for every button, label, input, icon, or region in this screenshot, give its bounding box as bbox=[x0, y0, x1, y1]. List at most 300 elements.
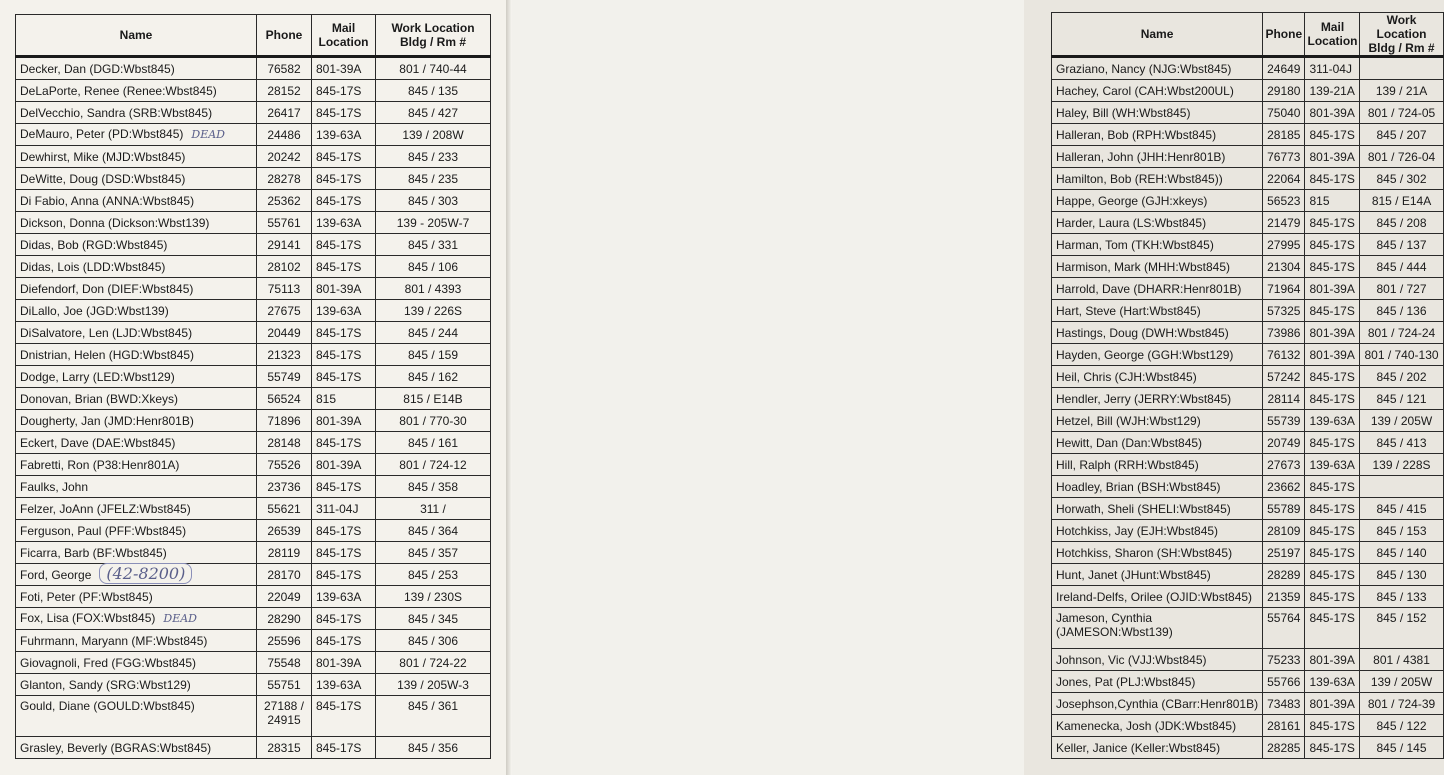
mail-location-cell-text: 845-17S bbox=[316, 523, 362, 538]
mail-location-cell-text: 845-17S bbox=[316, 699, 362, 713]
table-row bbox=[1052, 520, 1444, 542]
table-row bbox=[16, 432, 491, 454]
mail-location-cell bbox=[1305, 542, 1360, 564]
name-cell-text: Jameson, Cynthia (JAMESON:Wbst139) bbox=[1056, 611, 1173, 639]
table-row bbox=[1052, 454, 1444, 476]
name-cell bbox=[1052, 410, 1263, 432]
mail-location-cell-text: 311-04J bbox=[316, 501, 359, 516]
work-location-cell bbox=[376, 454, 491, 476]
work-location-cell-text: 801 / 726-04 bbox=[1367, 149, 1436, 164]
work-location-cell bbox=[376, 520, 491, 542]
mail-location-cell bbox=[1305, 234, 1360, 256]
mail-location-cell-text: 801-39A bbox=[316, 457, 362, 472]
mail-location-cell-text: 801-39A bbox=[1309, 149, 1355, 164]
mail-location-cell bbox=[1305, 693, 1360, 715]
name-cell-text: Hendler, Jerry (JERRY:Wbst845) bbox=[1056, 391, 1232, 406]
name-cell bbox=[16, 674, 257, 696]
work-location-cell bbox=[1360, 715, 1443, 737]
work-location-cell bbox=[376, 102, 491, 124]
mail-location-cell-text: 845-17S bbox=[316, 259, 362, 274]
work-location-cell-text: 845 / 244 bbox=[407, 325, 459, 340]
mail-location-cell bbox=[1305, 649, 1360, 671]
work-location-cell bbox=[1360, 542, 1443, 564]
name-cell bbox=[16, 234, 257, 256]
mail-location-cell-text: 845-17S bbox=[1309, 171, 1355, 186]
name-cell-text: Glanton, Sandy (SRG:Wbst129) bbox=[20, 677, 191, 692]
phone-cell bbox=[257, 80, 312, 102]
mail-location-cell bbox=[1305, 388, 1360, 410]
name-cell-text: Dougherty, Jan (JMD:Henr801B) bbox=[20, 413, 194, 428]
work-location-cell bbox=[376, 498, 491, 520]
phone-cell-text: 21359 bbox=[1267, 589, 1301, 604]
name-cell bbox=[16, 586, 257, 608]
name-cell-text: Harman, Tom (TKH:Wbst845) bbox=[1056, 237, 1214, 252]
table-row bbox=[16, 476, 491, 498]
phone-cell-text: 55766 bbox=[1267, 674, 1301, 689]
phone-cell-text: 26417 bbox=[267, 105, 301, 120]
work-location-cell bbox=[1360, 476, 1443, 498]
name-cell bbox=[1052, 454, 1263, 476]
table-row bbox=[16, 674, 491, 696]
phone-cell bbox=[257, 234, 312, 256]
header-row bbox=[16, 15, 491, 57]
name-cell bbox=[16, 564, 257, 586]
phone-cell-text: 21479 bbox=[1267, 215, 1301, 230]
name-cell bbox=[16, 652, 257, 674]
mail-location-cell bbox=[1305, 476, 1360, 498]
table-row bbox=[1052, 608, 1444, 649]
mail-location-cell bbox=[1305, 80, 1360, 102]
work-location-cell bbox=[1360, 278, 1443, 300]
name-cell bbox=[16, 256, 257, 278]
phone-cell-text: 27995 bbox=[1267, 237, 1301, 252]
work-location-cell-text: 139 / 226S bbox=[403, 303, 463, 318]
work-location-cell bbox=[1360, 388, 1443, 410]
table-row bbox=[16, 190, 491, 212]
mail-location-cell bbox=[312, 322, 376, 344]
phone-cell bbox=[257, 146, 312, 168]
work-location-cell bbox=[1360, 168, 1443, 190]
mail-location-cell bbox=[1305, 432, 1360, 454]
phone-cell-text: 28152 bbox=[267, 83, 301, 98]
work-location-cell-text: 845 / 358 bbox=[407, 479, 459, 494]
name-cell-text: DeWitte, Doug (DSD:Wbst845) bbox=[20, 171, 186, 186]
name-cell bbox=[1052, 671, 1263, 693]
phone-cell-text: 71964 bbox=[1267, 281, 1301, 296]
mail-location-cell-text: 845-17S bbox=[1309, 740, 1355, 755]
table-row bbox=[16, 586, 491, 608]
name-cell-text: Hewitt, Dan (Dan:Wbst845) bbox=[1056, 435, 1203, 450]
phone-cell-text: 55789 bbox=[1267, 501, 1301, 516]
name-cell-text: Hetzel, Bill (WJH:Wbst129) bbox=[1056, 413, 1201, 428]
work-location-cell bbox=[376, 410, 491, 432]
work-location-cell bbox=[376, 366, 491, 388]
table-row bbox=[1052, 671, 1444, 693]
name-cell bbox=[1052, 256, 1263, 278]
work-location-cell-text: 139 / 205W bbox=[1370, 674, 1433, 689]
table-row bbox=[1052, 256, 1444, 278]
work-location-cell-text: 845 / 253 bbox=[407, 567, 459, 582]
work-location-cell bbox=[376, 80, 491, 102]
name-cell-text: Kamenecka, Josh (JDK:Wbst845) bbox=[1056, 718, 1237, 733]
name-cell-text: Dnistrian, Helen (HGD:Wbst845) bbox=[20, 347, 195, 362]
name-cell-text: Harmison, Mark (MHH:Wbst845) bbox=[1056, 259, 1231, 274]
work-location-cell bbox=[1360, 586, 1443, 608]
mail-location-cell bbox=[1305, 608, 1360, 649]
mail-location-cell bbox=[1305, 737, 1360, 759]
mail-location-cell-text: 801-39A bbox=[316, 281, 362, 296]
phone-cell bbox=[1263, 80, 1305, 102]
phone-cell bbox=[1263, 498, 1305, 520]
table-row bbox=[16, 80, 491, 102]
mail-location-cell-text: 139-63A bbox=[316, 677, 362, 692]
mail-location-cell bbox=[312, 168, 376, 190]
phone-cell-text: 20242 bbox=[267, 149, 301, 164]
work-location-cell bbox=[1360, 300, 1443, 322]
phone-cell bbox=[257, 366, 312, 388]
name-cell bbox=[16, 696, 257, 737]
table-row bbox=[1052, 693, 1444, 715]
mail-location-cell bbox=[1305, 57, 1360, 80]
name-cell-text: Happe, George (GJH:xkeys) bbox=[1056, 193, 1208, 208]
work-location-cell-text: 139 / 208W bbox=[402, 127, 464, 142]
phone-cell-text: 28170 bbox=[267, 567, 301, 582]
name-cell-text: Gould, Diane (GOULD:Wbst845) bbox=[20, 699, 195, 713]
table-row bbox=[1052, 432, 1444, 454]
mail-location-cell-text: 845-17S bbox=[316, 479, 362, 494]
phone-cell bbox=[257, 322, 312, 344]
phone-cell bbox=[1263, 410, 1305, 432]
phone-cell-text: 25362 bbox=[267, 193, 301, 208]
work-location-cell-text: 845 / 413 bbox=[1376, 435, 1427, 450]
name-cell bbox=[16, 476, 257, 498]
mail-location-cell bbox=[312, 608, 376, 630]
phone-cell bbox=[257, 696, 312, 737]
work-location-cell-text: 139 / 205W-3 bbox=[397, 677, 469, 692]
mail-location-cell-text: 845-17S bbox=[1309, 611, 1355, 625]
work-location-cell bbox=[1360, 146, 1443, 168]
name-cell bbox=[16, 520, 257, 542]
mail-location-cell bbox=[1305, 586, 1360, 608]
name-cell-text: Josephson,Cynthia (CBarr:Henr801B) bbox=[1056, 696, 1259, 711]
mail-location-cell bbox=[1305, 520, 1360, 542]
table-row bbox=[16, 212, 491, 234]
table-row bbox=[16, 300, 491, 322]
work-location-cell-text: 845 / 133 bbox=[1376, 589, 1427, 604]
work-location-cell bbox=[376, 344, 491, 366]
work-location-cell-text: 845 / 202 bbox=[1376, 369, 1427, 384]
name-cell bbox=[1052, 715, 1263, 737]
table-row bbox=[16, 322, 491, 344]
mail-location-cell-text: 845-17S bbox=[1309, 567, 1355, 582]
mail-location-cell bbox=[1305, 212, 1360, 234]
name-cell-text: Felzer, JoAnn (JFELZ:Wbst845) bbox=[20, 501, 191, 516]
mail-location-cell bbox=[1305, 715, 1360, 737]
name-cell-text: Graziano, Nancy (NJG:Wbst845) bbox=[1056, 61, 1232, 76]
table-row bbox=[1052, 542, 1444, 564]
table-row bbox=[16, 256, 491, 278]
mail-location-cell-text: 139-21A bbox=[1309, 83, 1355, 98]
mail-location-cell bbox=[1305, 300, 1360, 322]
name-cell-text: Hotchkiss, Sharon (SH:Wbst845) bbox=[1056, 545, 1233, 560]
mail-location-cell bbox=[312, 300, 376, 322]
table-row bbox=[1052, 102, 1444, 124]
work-location-cell-text: 801 / 724-39 bbox=[1367, 696, 1436, 711]
name-cell bbox=[16, 146, 257, 168]
work-location-cell bbox=[1360, 649, 1443, 671]
phone-cell bbox=[257, 630, 312, 652]
work-location-cell-text: 845 / 135 bbox=[407, 83, 459, 98]
name-cell bbox=[1052, 388, 1263, 410]
mail-location-cell-text: 845-17S bbox=[1309, 237, 1355, 252]
work-location-cell bbox=[1360, 564, 1443, 586]
table-row bbox=[1052, 234, 1444, 256]
work-location-cell bbox=[376, 608, 491, 630]
header-mail-location: Mail Location bbox=[312, 15, 376, 57]
phone-cell bbox=[1263, 190, 1305, 212]
phone-cell bbox=[257, 542, 312, 564]
work-location-cell bbox=[376, 586, 491, 608]
phone-cell-text: 55761 bbox=[267, 215, 301, 230]
table-row bbox=[1052, 388, 1444, 410]
phone-cell bbox=[1263, 586, 1305, 608]
phone-cell-text: 28109 bbox=[1267, 523, 1301, 538]
table-row bbox=[16, 498, 491, 520]
table-row bbox=[16, 454, 491, 476]
name-cell bbox=[1052, 564, 1263, 586]
name-cell bbox=[1052, 124, 1263, 146]
phone-cell bbox=[1263, 388, 1305, 410]
name-cell-text: DeLaPorte, Renee (Renee:Wbst845) bbox=[20, 83, 217, 98]
mail-location-cell-text: 815 bbox=[1309, 193, 1330, 208]
work-location-cell-text: 801 / 4393 bbox=[404, 281, 462, 296]
phone-cell-text: 23662 bbox=[1267, 479, 1301, 494]
work-location-cell bbox=[1360, 410, 1443, 432]
work-location-cell bbox=[1360, 344, 1443, 366]
phone-cell-text: 75233 bbox=[1267, 652, 1301, 667]
mail-location-cell-text: 801-39A bbox=[1309, 105, 1355, 120]
work-location-cell-text: 845 / 427 bbox=[407, 105, 459, 120]
phone-cell bbox=[257, 737, 312, 759]
phone-cell-text: 28161 bbox=[1267, 718, 1301, 733]
table-row bbox=[16, 344, 491, 366]
table-row bbox=[16, 146, 491, 168]
name-cell bbox=[16, 300, 257, 322]
name-cell-text: Giovagnoli, Fred (FGG:Wbst845) bbox=[20, 655, 197, 670]
work-location-cell-text: 139 / 228S bbox=[1372, 457, 1431, 472]
mail-location-cell bbox=[1305, 410, 1360, 432]
phone-cell-text: 21304 bbox=[1267, 259, 1301, 274]
name-cell-text: Haley, Bill (WH:Wbst845) bbox=[1056, 105, 1191, 120]
name-cell bbox=[1052, 146, 1263, 168]
name-cell bbox=[1052, 586, 1263, 608]
header-phone: Phone bbox=[1263, 13, 1305, 57]
mail-location-cell-text: 845-17S bbox=[1309, 479, 1355, 494]
phone-cell-text: 76582 bbox=[267, 61, 301, 76]
name-cell-text: DiLallo, Joe (JGD:Wbst139) bbox=[20, 303, 169, 318]
name-cell bbox=[16, 57, 257, 80]
phone-cell bbox=[1263, 234, 1305, 256]
mail-location-cell bbox=[312, 476, 376, 498]
mail-location-cell-text: 801-39A bbox=[316, 413, 362, 428]
name-cell-text: Dewhirst, Mike (MJD:Wbst845) bbox=[20, 149, 186, 164]
phone-cell-text: 20449 bbox=[267, 325, 301, 340]
name-cell bbox=[16, 498, 257, 520]
phone-cell bbox=[1263, 278, 1305, 300]
table-row bbox=[16, 124, 491, 146]
mail-location-cell-text: 845-17S bbox=[316, 105, 362, 120]
mail-location-cell bbox=[1305, 564, 1360, 586]
name-cell bbox=[1052, 693, 1263, 715]
name-cell bbox=[16, 410, 257, 432]
phone-cell bbox=[1263, 322, 1305, 344]
phone-cell-text: 26539 bbox=[267, 523, 301, 538]
phone-cell bbox=[257, 124, 312, 146]
mail-location-cell bbox=[1305, 190, 1360, 212]
table-row bbox=[16, 542, 491, 564]
work-location-cell-text: 845 / 306 bbox=[407, 633, 459, 648]
directory-table-right bbox=[1051, 12, 1444, 759]
phone-cell bbox=[257, 57, 312, 80]
mail-location-cell-text: 139-63A bbox=[1309, 413, 1355, 428]
work-location-cell-text: 845 / 207 bbox=[1376, 127, 1427, 142]
name-cell bbox=[16, 737, 257, 759]
work-location-cell-text: 845 / 361 bbox=[407, 699, 459, 713]
phone-cell-text: 75113 bbox=[267, 281, 301, 296]
work-location-cell bbox=[376, 696, 491, 737]
phone-cell bbox=[257, 586, 312, 608]
work-location-cell bbox=[1360, 737, 1443, 759]
mail-location-cell bbox=[312, 564, 376, 586]
work-location-cell bbox=[376, 124, 491, 146]
name-cell bbox=[1052, 432, 1263, 454]
phone-cell-text: 27673 bbox=[1267, 457, 1301, 472]
work-location-cell-text: 845 / 162 bbox=[407, 369, 459, 384]
phone-cell-text: 73483 bbox=[1267, 696, 1301, 711]
name-cell-text: Ferguson, Paul (PFF:Wbst845) bbox=[20, 523, 187, 538]
mail-location-cell bbox=[312, 212, 376, 234]
name-cell bbox=[1052, 102, 1263, 124]
mail-location-cell bbox=[312, 146, 376, 168]
name-cell-text: Ireland-Delfs, Orilee (OJID:Wbst845) bbox=[1056, 589, 1253, 604]
name-cell bbox=[1052, 366, 1263, 388]
mail-location-cell bbox=[312, 630, 376, 652]
mail-location-cell-text: 801-39A bbox=[1309, 347, 1355, 362]
work-location-cell-text: 845 / 233 bbox=[407, 149, 459, 164]
phone-cell-text: 24486 bbox=[267, 127, 301, 142]
header-name: Name bbox=[16, 15, 257, 57]
name-cell-text: Hachey, Carol (CAH:Wbst200UL) bbox=[1056, 83, 1234, 98]
phone-cell bbox=[1263, 693, 1305, 715]
table-row bbox=[16, 57, 491, 80]
work-location-cell bbox=[376, 542, 491, 564]
name-cell bbox=[1052, 300, 1263, 322]
phone-cell-text: 75040 bbox=[1267, 105, 1301, 120]
mail-location-cell-text: 845-17S bbox=[1309, 718, 1355, 733]
work-location-cell-text: 845 / 140 bbox=[1376, 545, 1427, 560]
mail-location-cell-text: 845-17S bbox=[1309, 215, 1355, 230]
phone-cell bbox=[257, 454, 312, 476]
mail-location-cell bbox=[1305, 146, 1360, 168]
left-page bbox=[0, 0, 506, 775]
work-location-cell-text: 801 / 724-12 bbox=[399, 457, 467, 472]
name-cell-text: Horwath, Sheli (SHELI:Wbst845) bbox=[1056, 501, 1231, 516]
phone-cell bbox=[1263, 57, 1305, 80]
name-cell-text: Fabretti, Ron (P38:Henr801A) bbox=[20, 457, 180, 472]
phone-cell-text: 25596 bbox=[267, 633, 301, 648]
table-row bbox=[16, 366, 491, 388]
mail-location-cell bbox=[312, 256, 376, 278]
mail-location-cell-text: 845-17S bbox=[1309, 259, 1355, 274]
work-location-cell bbox=[1360, 256, 1443, 278]
phone-cell bbox=[257, 168, 312, 190]
name-cell bbox=[16, 344, 257, 366]
name-cell-text: Hunt, Janet (JHunt:Wbst845) bbox=[1056, 567, 1211, 582]
work-location-cell-text: 801 / 724-05 bbox=[1367, 105, 1436, 120]
work-location-cell bbox=[1360, 520, 1443, 542]
mail-location-cell-text: 845-17S bbox=[316, 193, 362, 208]
mail-location-cell-text: 845-17S bbox=[316, 369, 362, 384]
phone-cell bbox=[1263, 168, 1305, 190]
header-phone: Phone bbox=[257, 15, 312, 57]
work-location-cell bbox=[376, 256, 491, 278]
mail-location-cell-text: 311-04J bbox=[1309, 61, 1352, 76]
work-location-cell-text: 311 / bbox=[420, 501, 446, 516]
name-cell-text: Didas, Bob (RGD:Wbst845) bbox=[20, 237, 168, 252]
mail-location-cell-text: 845-17S bbox=[1309, 589, 1355, 604]
work-location-cell bbox=[1360, 234, 1443, 256]
mail-location-cell bbox=[1305, 498, 1360, 520]
name-cell bbox=[1052, 212, 1263, 234]
phone-cell-text: 55739 bbox=[1267, 413, 1301, 428]
table-row bbox=[1052, 498, 1444, 520]
phone-cell bbox=[257, 564, 312, 586]
work-location-cell bbox=[1360, 671, 1443, 693]
table-row bbox=[1052, 410, 1444, 432]
name-cell bbox=[1052, 344, 1263, 366]
name-cell-text: Foti, Peter (PF:Wbst845) bbox=[20, 589, 153, 604]
work-location-cell bbox=[1360, 190, 1443, 212]
phone-cell bbox=[257, 410, 312, 432]
name-cell-text: DelVecchio, Sandra (SRB:Wbst845) bbox=[20, 105, 213, 120]
name-cell bbox=[1052, 168, 1263, 190]
name-cell-text: Di Fabio, Anna (ANNA:Wbst845) bbox=[20, 193, 195, 208]
work-location-cell bbox=[376, 737, 491, 759]
mail-location-cell-text: 845-17S bbox=[1309, 303, 1355, 318]
work-location-cell-text: 845 / 136 bbox=[1376, 303, 1427, 318]
mail-location-cell bbox=[312, 520, 376, 542]
name-cell bbox=[1052, 278, 1263, 300]
name-cell-text: Harder, Laura (LS:Wbst845) bbox=[1056, 215, 1207, 230]
table-row bbox=[1052, 212, 1444, 234]
handwritten-note: DEAD bbox=[163, 612, 197, 625]
phone-cell bbox=[1263, 454, 1305, 476]
table-row bbox=[1052, 124, 1444, 146]
mail-location-cell-text: 845-17S bbox=[316, 545, 362, 560]
name-cell bbox=[1052, 57, 1263, 80]
mail-location-cell bbox=[1305, 102, 1360, 124]
name-cell bbox=[1052, 737, 1263, 759]
work-location-cell-text: 801 / 740-130 bbox=[1364, 347, 1439, 362]
phone-cell bbox=[1263, 344, 1305, 366]
mail-location-cell-text: 815 bbox=[316, 391, 337, 406]
name-cell bbox=[16, 102, 257, 124]
mail-location-cell bbox=[312, 674, 376, 696]
work-location-cell bbox=[376, 212, 491, 234]
header-name: Name bbox=[1052, 13, 1263, 57]
name-cell-text: Ford, George bbox=[20, 568, 92, 582]
work-location-cell bbox=[376, 674, 491, 696]
